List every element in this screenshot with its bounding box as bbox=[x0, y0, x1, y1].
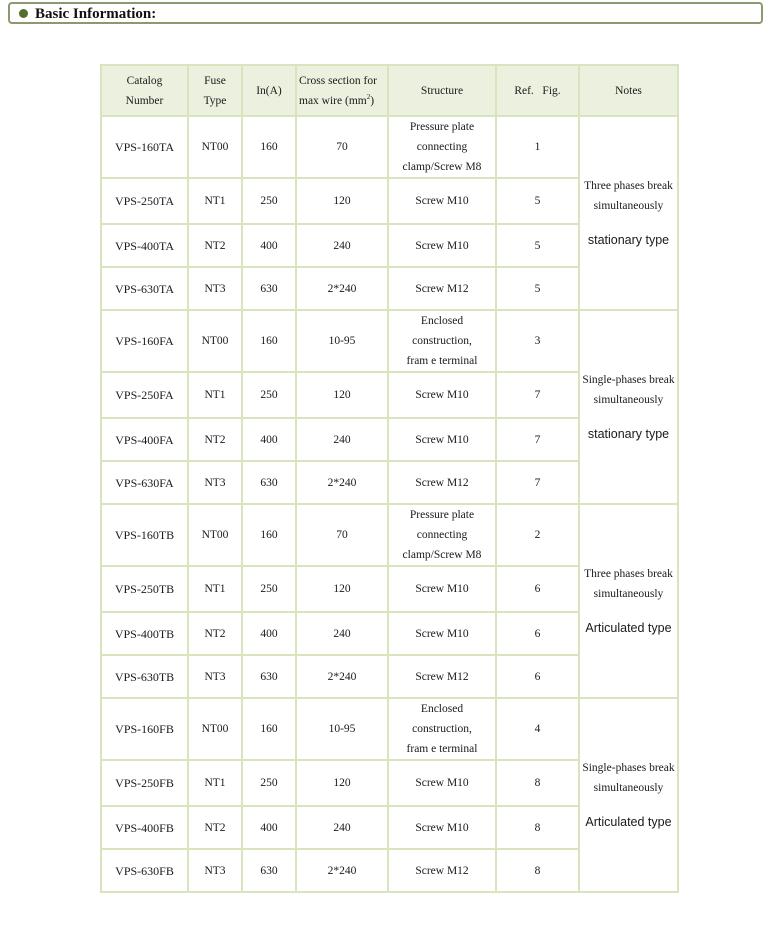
structure-line: Screw M10 bbox=[415, 777, 469, 789]
structure-cell bbox=[389, 117, 495, 177]
fuse-type-cell: NT3 bbox=[189, 656, 241, 697]
specification-table bbox=[100, 64, 679, 893]
structure-line: fram e terminal bbox=[406, 355, 478, 367]
structure-line: clamp/Screw M8 bbox=[402, 549, 482, 561]
header-cross-line2: max wire (mm bbox=[299, 94, 367, 107]
ref-fig-cell: 1 bbox=[497, 117, 578, 177]
notes-cell bbox=[580, 505, 677, 697]
structure-cell bbox=[389, 179, 495, 223]
header-cross-close: ) bbox=[370, 94, 375, 107]
structure-line: Screw M10 bbox=[415, 627, 469, 640]
header-current: In(A) bbox=[243, 66, 295, 115]
header-structure: Structure bbox=[389, 66, 495, 115]
catalog-number-cell: VPS-630FB bbox=[102, 850, 187, 891]
structure-cell bbox=[389, 807, 495, 848]
fuse-type-cell: NT00 bbox=[189, 117, 241, 177]
ref-fig-cell: 6 bbox=[497, 613, 578, 654]
cross-section-cell: 2*240 bbox=[297, 656, 387, 697]
header-cross-section bbox=[297, 66, 387, 115]
structure-cell bbox=[389, 268, 495, 309]
current-cell: 250 bbox=[243, 567, 295, 611]
ref-fig-cell: 8 bbox=[497, 807, 578, 848]
ref-fig-cell: 6 bbox=[497, 567, 578, 611]
catalog-number-cell: VPS-630TB bbox=[102, 656, 187, 697]
bullet-icon bbox=[19, 9, 28, 18]
structure-line: construction, bbox=[412, 723, 472, 735]
notes-line2: simultaneously bbox=[593, 588, 664, 600]
notes-type: Articulated type bbox=[585, 815, 672, 829]
catalog-number-cell: VPS-250FA bbox=[102, 373, 187, 417]
ref-fig-cell: 6 bbox=[497, 656, 578, 697]
ref-fig-cell: 7 bbox=[497, 462, 578, 503]
notes-line1: Three phases break bbox=[584, 568, 673, 580]
fuse-type-cell: NT1 bbox=[189, 373, 241, 417]
structure-cell bbox=[389, 850, 495, 891]
notes-cell bbox=[580, 311, 677, 503]
notes-line1: Single-phases break bbox=[582, 762, 675, 774]
notes-line1: Single-phases break bbox=[582, 374, 675, 386]
catalog-number-cell: VPS-160TA bbox=[102, 117, 187, 177]
ref-fig-cell: 7 bbox=[497, 373, 578, 417]
structure-line: Screw M10 bbox=[415, 195, 469, 207]
current-cell: 400 bbox=[243, 225, 295, 266]
ref-fig-cell: 8 bbox=[497, 850, 578, 891]
table-row bbox=[102, 117, 677, 177]
ref-fig-cell: 5 bbox=[497, 268, 578, 309]
ref-fig-cell: 2 bbox=[497, 505, 578, 565]
catalog-number-cell: VPS-160FA bbox=[102, 311, 187, 371]
header-catalog-line1: Catalog bbox=[126, 74, 163, 87]
structure-cell bbox=[389, 613, 495, 654]
current-cell: 250 bbox=[243, 761, 295, 805]
structure-cell bbox=[389, 373, 495, 417]
header-notes: Notes bbox=[580, 66, 677, 115]
table-row bbox=[102, 505, 677, 565]
structure-cell bbox=[389, 761, 495, 805]
notes-type: Articulated type bbox=[585, 621, 672, 635]
cross-section-cell: 70 bbox=[297, 505, 387, 565]
cross-section-cell: 240 bbox=[297, 807, 387, 848]
cross-section-cell: 70 bbox=[297, 117, 387, 177]
catalog-number-cell: VPS-250TA bbox=[102, 179, 187, 223]
structure-line: Enclosed bbox=[420, 703, 464, 715]
structure-line: Screw M10 bbox=[415, 583, 469, 595]
catalog-number-cell: VPS-250TB bbox=[102, 567, 187, 611]
notes-type: stationary type bbox=[587, 233, 670, 247]
current-cell: 160 bbox=[243, 505, 295, 565]
cross-section-cell: 240 bbox=[297, 613, 387, 654]
structure-line: Enclosed bbox=[420, 315, 464, 327]
structure-line: Screw M12 bbox=[415, 864, 469, 877]
table-row bbox=[102, 311, 677, 371]
structure-line: Screw M10 bbox=[415, 433, 469, 446]
structure-cell bbox=[389, 699, 495, 759]
structure-line: Pressure plate bbox=[409, 121, 475, 133]
catalog-number-cell: VPS-400FA bbox=[102, 419, 187, 460]
current-cell: 160 bbox=[243, 699, 295, 759]
cross-section-cell: 2*240 bbox=[297, 462, 387, 503]
current-cell: 160 bbox=[243, 311, 295, 371]
ref-fig-cell: 3 bbox=[497, 311, 578, 371]
structure-cell bbox=[389, 311, 495, 371]
notes-cell bbox=[580, 699, 677, 891]
ref-fig-cell: 5 bbox=[497, 225, 578, 266]
table-row bbox=[102, 699, 677, 759]
current-cell: 630 bbox=[243, 462, 295, 503]
cross-section-cell: 120 bbox=[297, 567, 387, 611]
fuse-type-cell: NT1 bbox=[189, 179, 241, 223]
structure-line: connecting bbox=[416, 529, 468, 541]
cross-section-cell: 240 bbox=[297, 419, 387, 460]
cross-section-cell: 10-95 bbox=[297, 699, 387, 759]
fuse-type-cell: NT3 bbox=[189, 268, 241, 309]
catalog-number-cell: VPS-400TB bbox=[102, 613, 187, 654]
structure-cell bbox=[389, 656, 495, 697]
catalog-number-cell: VPS-160TB bbox=[102, 505, 187, 565]
structure-line: connecting bbox=[416, 141, 468, 153]
cross-section-cell: 10-95 bbox=[297, 311, 387, 371]
structure-line: clamp/Screw M8 bbox=[402, 161, 482, 173]
current-cell: 630 bbox=[243, 850, 295, 891]
structure-line: Screw M10 bbox=[415, 821, 469, 834]
structure-line: construction, bbox=[412, 335, 472, 347]
ref-fig-cell: 5 bbox=[497, 179, 578, 223]
fuse-type-cell: NT2 bbox=[189, 419, 241, 460]
header-cross-line1: Cross section for bbox=[299, 74, 377, 87]
catalog-number-cell: VPS-630TA bbox=[102, 268, 187, 309]
cross-section-cell: 120 bbox=[297, 179, 387, 223]
structure-cell bbox=[389, 419, 495, 460]
structure-line: Screw M10 bbox=[415, 239, 469, 252]
structure-cell bbox=[389, 225, 495, 266]
header-ref-fig: Ref. Fig. bbox=[497, 66, 578, 115]
structure-cell bbox=[389, 505, 495, 565]
catalog-number-cell: VPS-400FB bbox=[102, 807, 187, 848]
current-cell: 250 bbox=[243, 179, 295, 223]
ref-fig-cell: 7 bbox=[497, 419, 578, 460]
notes-cell bbox=[580, 117, 677, 309]
notes-type: stationary type bbox=[587, 427, 670, 441]
structure-line: Pressure plate bbox=[409, 509, 475, 521]
fuse-type-cell: NT2 bbox=[189, 807, 241, 848]
current-cell: 630 bbox=[243, 268, 295, 309]
fuse-type-cell: NT3 bbox=[189, 462, 241, 503]
structure-line: Screw M12 bbox=[415, 476, 469, 489]
current-cell: 630 bbox=[243, 656, 295, 697]
header-fuse-line1: Fuse bbox=[204, 74, 226, 87]
current-cell: 160 bbox=[243, 117, 295, 177]
cross-section-cell: 120 bbox=[297, 373, 387, 417]
catalog-number-cell: VPS-400TA bbox=[102, 225, 187, 266]
header-fuse-type bbox=[189, 66, 241, 115]
structure-cell bbox=[389, 462, 495, 503]
structure-line: fram e terminal bbox=[406, 743, 478, 755]
structure-line: Screw M12 bbox=[415, 282, 469, 295]
current-cell: 400 bbox=[243, 419, 295, 460]
structure-line: Screw M12 bbox=[415, 670, 469, 683]
header-catalog-number bbox=[102, 66, 187, 115]
fuse-type-cell: NT00 bbox=[189, 311, 241, 371]
catalog-number-cell: VPS-630FA bbox=[102, 462, 187, 503]
fuse-type-cell: NT1 bbox=[189, 761, 241, 805]
fuse-type-cell: NT3 bbox=[189, 850, 241, 891]
current-cell: 400 bbox=[243, 807, 295, 848]
fuse-type-cell: NT2 bbox=[189, 613, 241, 654]
fuse-type-cell: NT2 bbox=[189, 225, 241, 266]
notes-line2: simultaneously bbox=[593, 782, 664, 794]
notes-line2: simultaneously bbox=[593, 200, 664, 212]
table-header-row bbox=[102, 66, 677, 115]
current-cell: 250 bbox=[243, 373, 295, 417]
structure-line: Screw M10 bbox=[415, 389, 469, 401]
current-cell: 400 bbox=[243, 613, 295, 654]
catalog-number-cell: VPS-160FB bbox=[102, 699, 187, 759]
header-fuse-line2: Type bbox=[203, 94, 227, 107]
cross-section-cell: 240 bbox=[297, 225, 387, 266]
fuse-type-cell: NT00 bbox=[189, 505, 241, 565]
header-catalog-line2: Number bbox=[125, 94, 164, 107]
cross-section-cell: 2*240 bbox=[297, 268, 387, 309]
notes-line1: Three phases break bbox=[584, 180, 673, 192]
ref-fig-cell: 4 bbox=[497, 699, 578, 759]
notes-line2: simultaneously bbox=[593, 394, 664, 406]
fuse-type-cell: NT00 bbox=[189, 699, 241, 759]
catalog-number-cell: VPS-250FB bbox=[102, 761, 187, 805]
header-cross-sup: 2 bbox=[366, 92, 371, 101]
section-title: Basic Information: bbox=[35, 6, 157, 22]
ref-fig-cell: 8 bbox=[497, 761, 578, 805]
section-header bbox=[8, 2, 763, 24]
fuse-type-cell: NT1 bbox=[189, 567, 241, 611]
cross-section-cell: 120 bbox=[297, 761, 387, 805]
structure-cell bbox=[389, 567, 495, 611]
cross-section-cell: 2*240 bbox=[297, 850, 387, 891]
